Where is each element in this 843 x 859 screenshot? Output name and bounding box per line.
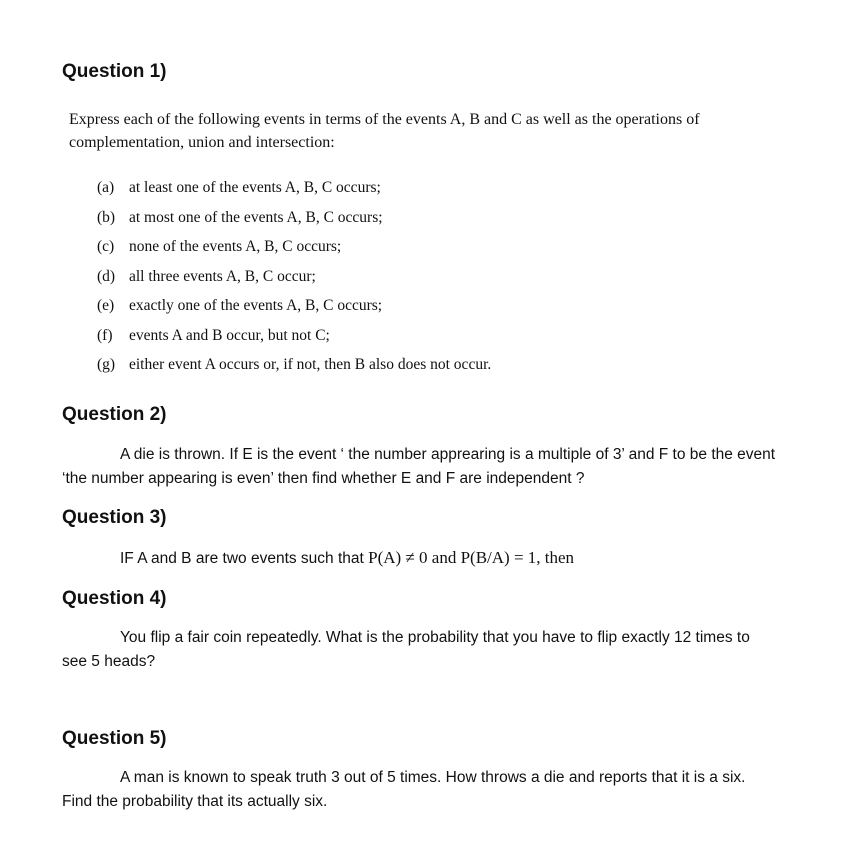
question-3-math: P(A) ≠ 0 and P(B/A) = 1, then bbox=[368, 548, 575, 567]
question-5-line-1: A man is known to speak truth 3 out of 5 times. How throws a die and reports that it is a six. bbox=[120, 769, 746, 786]
question-3-text bbox=[120, 546, 574, 571]
question-2-line-2: ‘the number appearing is even’ then find whether E and F are independent ? bbox=[62, 470, 585, 487]
list-item bbox=[97, 324, 491, 354]
question-3-heading: Question 3) bbox=[62, 507, 167, 528]
item-text: exactly one of the events A, B, C occurs; bbox=[129, 297, 383, 314]
question-1-intro: Express each of the following events in terms of the events A, B and C as well as the operations of complementation, union and intersection: bbox=[69, 111, 700, 151]
question-2-heading: Question 2) bbox=[62, 404, 167, 425]
item-label: (a) bbox=[97, 179, 115, 196]
list-item bbox=[97, 206, 491, 236]
item-text: all three events A, B, C occur; bbox=[129, 267, 316, 285]
question-4-heading: Question 4) bbox=[62, 588, 167, 609]
item-text: at most one of the events A, B, C occurs; bbox=[129, 208, 383, 226]
item-label: (d) bbox=[97, 267, 116, 285]
item-label: (g) bbox=[97, 356, 116, 373]
list-item bbox=[97, 176, 491, 206]
question-1-list bbox=[97, 176, 491, 383]
question-4-line-2: see 5 heads? bbox=[62, 653, 156, 670]
item-label: (f) bbox=[97, 326, 113, 344]
item-text: either event A occurs or, if not, then B also does not occur. bbox=[129, 356, 492, 373]
item-text: at least one of the events A, B, C occurs; bbox=[129, 179, 381, 196]
item-text: none of the events A, B, C occurs; bbox=[129, 238, 342, 255]
question-4-line-1: You flip a fair coin repeatedly. What is the probability that you have to flip exactly 12 times to bbox=[120, 629, 750, 646]
question-1-heading: Question 1) bbox=[62, 61, 167, 82]
list-item bbox=[97, 235, 491, 265]
question-2-line-1: A die is thrown. If E is the event ‘ the number apprearing is a multiple of 3’ and F to be the event bbox=[120, 446, 776, 463]
question-5-heading: Question 5) bbox=[62, 728, 167, 749]
question-5-line-2: Find the probability that its actually six. bbox=[62, 793, 328, 810]
list-item bbox=[97, 353, 491, 383]
item-label: (c) bbox=[97, 238, 115, 255]
question-3-prefix: IF A and B are two events such that bbox=[120, 550, 369, 567]
item-text: events A and B occur, but not C; bbox=[129, 326, 330, 344]
list-item bbox=[97, 294, 491, 324]
item-label: (e) bbox=[97, 297, 115, 314]
list-item bbox=[97, 265, 491, 295]
item-label: (b) bbox=[97, 208, 116, 226]
